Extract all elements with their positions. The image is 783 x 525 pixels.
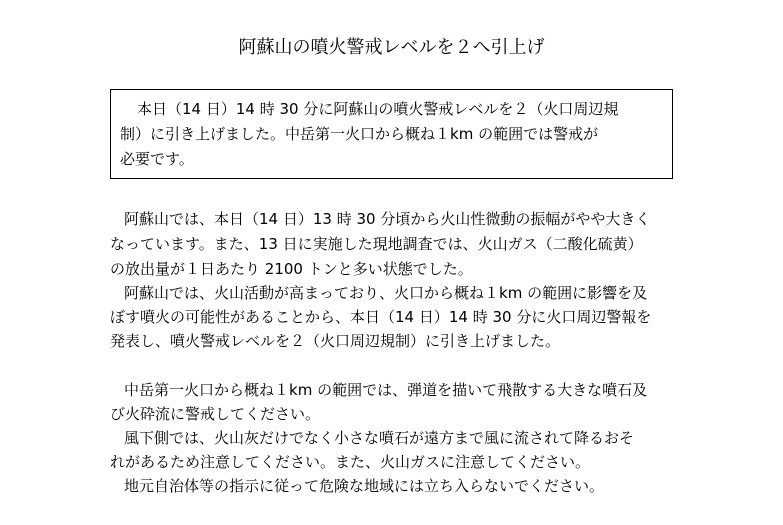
body-line: れがあるため注意してください。また、火山ガスに注意してください。 [110, 453, 591, 471]
body-line: 阿蘇山では、本日（14 日）13 時 30 分頃から火山性微動の振幅がやや大きく [124, 210, 651, 228]
body-line: 阿蘇山では、火山活動が高まっており、火口から概ね１km の範囲に影響を及 [124, 284, 648, 302]
summary-line: 本日（14 日）14 時 30 分に阿蘇山の噴火警戒レベルを２（火口周辺規 [137, 100, 619, 118]
body-line: の放出量が１日あたり 2100 トンと多い状態でした。 [110, 260, 473, 278]
summary-line: 必要です。 [120, 150, 194, 168]
body-line: 風下側では、火山灰だけでなく小さな噴石が遠方まで風に流されて降るおそ [124, 429, 635, 447]
summary-line: 制）に引き上げました。中岳第一火口から概ね１km の範囲では警戒が [120, 125, 599, 143]
body-line: 中岳第一火口から概ね１km の範囲では、弾道を描いて飛散する大きな噴石及 [124, 381, 648, 399]
body-line: 発表し、噴火警戒レベルを２（火口周辺規制）に引き上げました。 [110, 332, 561, 350]
body-line: なっています。また、13 日に実施した現地調査では、火山ガス（二酸化硫黄） [110, 235, 643, 253]
body-line: 地元自治体等の指示に従って危険な地域には立ち入らないでください。 [124, 477, 605, 495]
document-title: 阿蘇山の噴火警戒レベルを２へ引上げ [238, 37, 545, 58]
body-line: ぼす噴火の可能性があることから、本日（14 日）14 時 30 分に火口周辺警報を [110, 308, 652, 326]
body-line: び火砕流に警戒してください。 [110, 405, 321, 423]
